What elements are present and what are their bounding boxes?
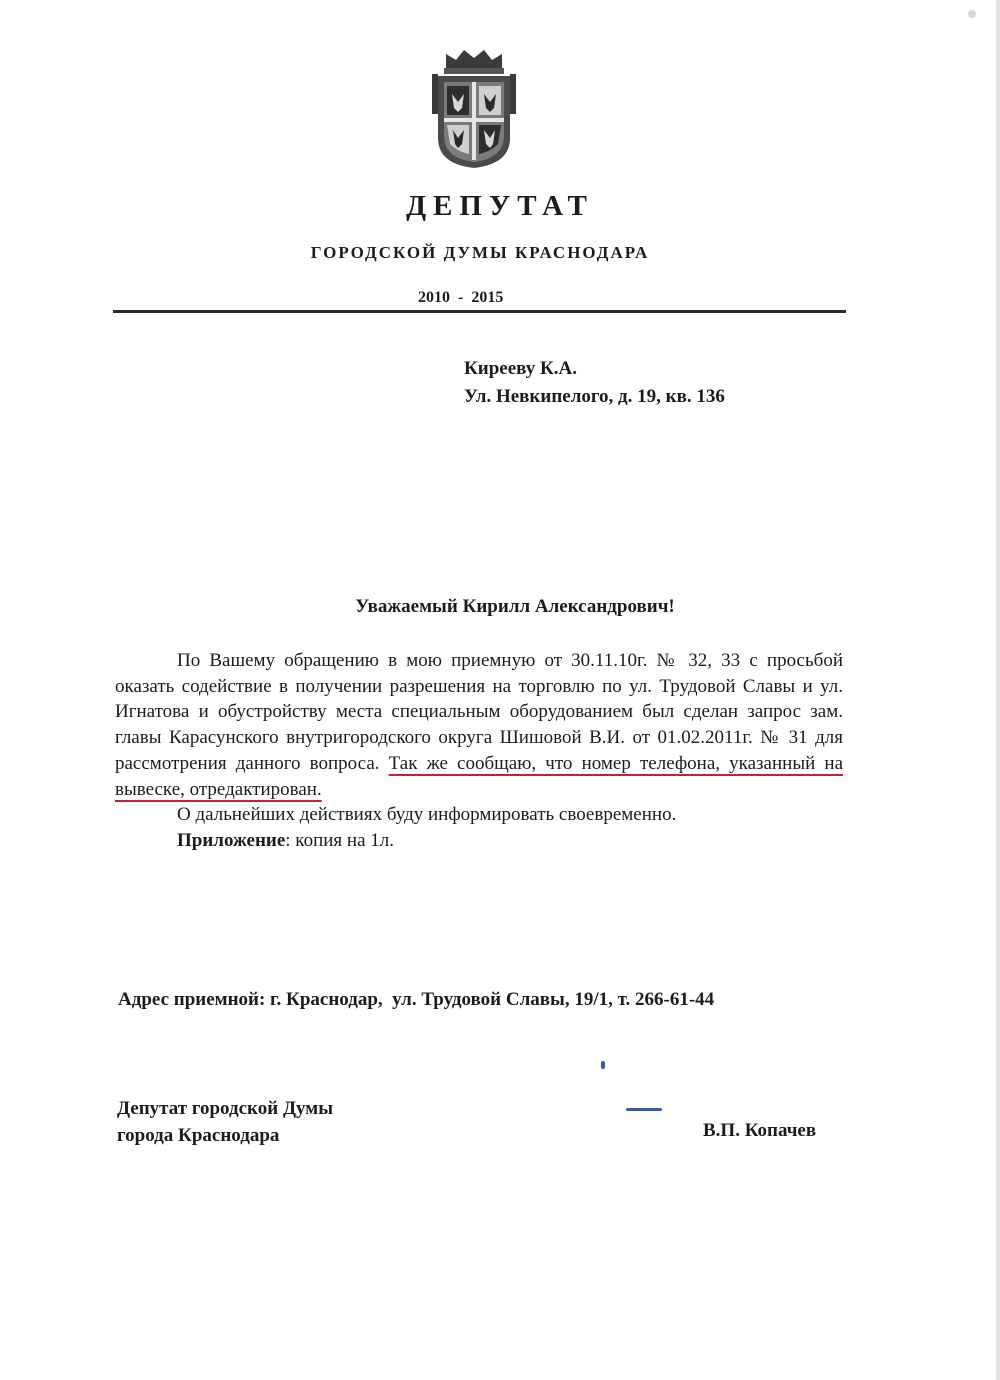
addressee-block — [464, 355, 725, 411]
attachment-text: : копия на 1л. — [285, 829, 394, 851]
attachment-label: Приложение — [177, 829, 286, 851]
signatory-position-line-1: Депутат городской Думы — [117, 1098, 334, 1119]
letterhead-term: 2010 - 2015 — [418, 289, 504, 306]
scan-artifact — [968, 10, 976, 18]
scan-edge — [996, 0, 1000, 1380]
reception-address: Адрес приемной: г. Краснодар, ул. Трудовой Славы, 19/1, т. 266-61-44 — [118, 989, 715, 1010]
addressee-address: Ул. Невкипелого, д. 19, кв. 136 — [464, 386, 725, 407]
underlined-sentence: Так же сообщаю, что номер телефона, указанный на вывеске, отредактирован. — [115, 752, 844, 800]
pen-mark-dot — [601, 1061, 605, 1069]
signatory-position-line-2: города Краснодара — [117, 1125, 280, 1146]
salutation — [0, 596, 1000, 618]
pen-signature-stroke — [626, 1108, 662, 1111]
signatory-position — [117, 1095, 333, 1149]
letterhead-subtitle: ГОРОДСКОЙ ДУМЫ КРАСНОДАРА — [310, 243, 650, 262]
body-paragraph-1 — [115, 648, 843, 802]
body-paragraph-2: О дальнейших действиях буду информировать своевременно. — [177, 804, 677, 826]
salutation-text: Уважаемый Кирилл Александрович! — [355, 596, 675, 617]
letterhead-divider — [113, 310, 846, 313]
letterhead-title: ДЕПУТАТ — [406, 190, 594, 222]
signatory-name: В.П. Копачев — [703, 1120, 817, 1141]
body-paragraph-1-text: По Вашему обращению в мою приемную от 30.11.10г. № 32, 33 с просьбой оказать содействие в получении разрешения на торговлю по ул. Трудовой Славы и ул. Игнатова и обустройству места специальным оборудованием был сделан запрос зам. главы Карасунского внутригородского округа Шишовой В.И. от 01.02.2011г. № 31 для рассмотрения данного вопроса. — [115, 650, 843, 774]
letter-body — [115, 648, 843, 854]
addressee-name: Кирееву К.А. — [464, 358, 578, 379]
attachment-line — [115, 828, 843, 854]
coat-of-arms-icon — [428, 46, 520, 172]
